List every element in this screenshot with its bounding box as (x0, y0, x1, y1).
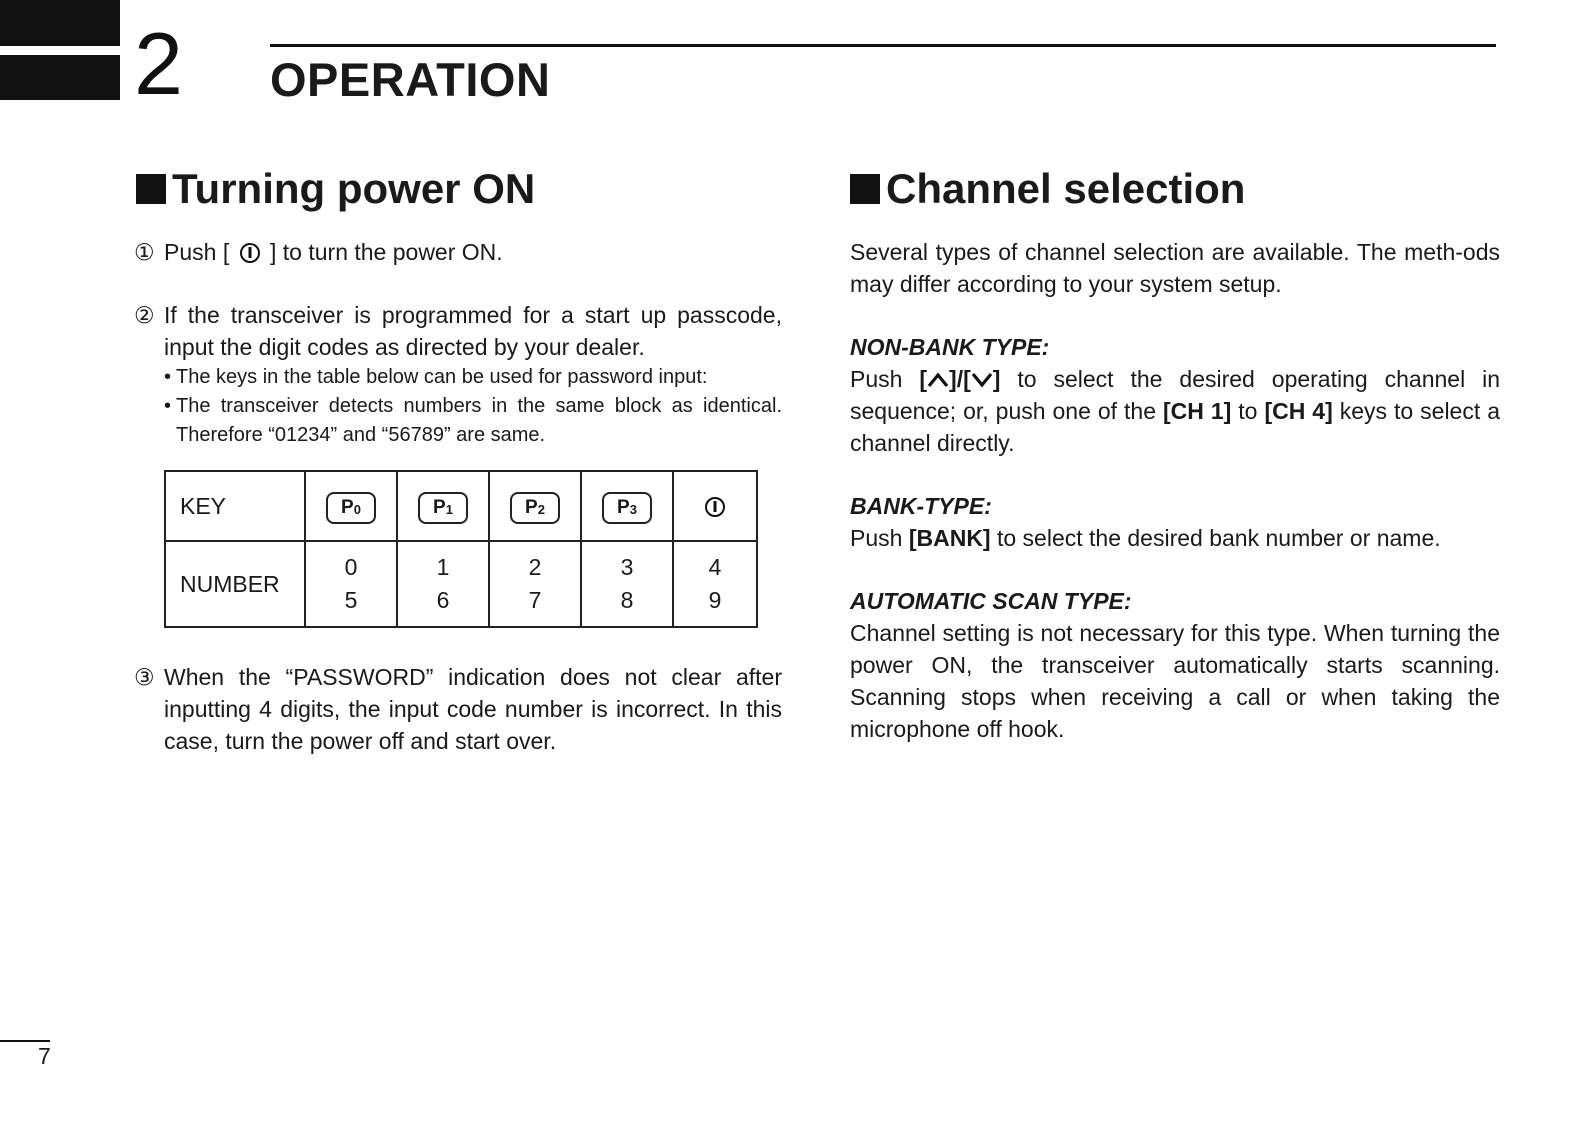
non-bank-text: Push [ ]/[ ] to select the desired operating channel in sequence; or, push one of the [CH 1] to [CH 4] keys to select a channel directly. (850, 366, 1501, 456)
table-cell-number: 3 8 (581, 541, 673, 627)
section-square-icon (136, 174, 166, 204)
chapter-title: OPERATION (270, 53, 551, 106)
table-cell-key-p3 (581, 471, 673, 541)
table-cell-key-power (673, 471, 757, 541)
bank-key-label: [BANK] (908, 525, 991, 551)
bank-text: Push [BANK] to select the desired bank number or name. (850, 525, 1441, 551)
channel-intro: Several types of channel selection are available. The meth-ods may differ according to your system setup. (850, 239, 1500, 297)
password-key-table (164, 470, 758, 628)
power-icon (240, 243, 260, 263)
table-header-key: KEY (165, 471, 305, 541)
section-title-turning-power-on (136, 165, 536, 212)
step-2 (134, 299, 782, 450)
step-3 (134, 661, 782, 757)
auto-scan-text: Channel setting is not necessary for this type. When turning the power ON, the transceiver automatically starts scanning. Scanning stops when receiving a call or when taking the microphone off hook. (850, 620, 1500, 742)
step-2-text: If the transceiver is programmed for a start up passcode, input the digit codes as directed by your dealer. (164, 302, 782, 360)
section-title-text: Turning power ON (172, 165, 536, 212)
bullet-item: • The transceiver detects numbers in the same block as identical. Therefore “01234” and “56789” are same. (164, 392, 782, 450)
power-icon (705, 497, 725, 517)
step-marker: ② (134, 302, 155, 328)
table-row-number (165, 541, 757, 627)
step-1 (134, 236, 782, 268)
step-1-text-post: ] to turn the power ON. (270, 239, 503, 265)
step-2-bullets (164, 363, 782, 450)
p0-key-icon: $P_0$ (326, 492, 376, 524)
section-title-text: Channel selection (886, 165, 1246, 212)
table-cell-number: 4 9 (673, 541, 757, 627)
footer-rule (0, 1040, 50, 1042)
table-header-number: NUMBER (165, 541, 305, 627)
left-column (134, 236, 782, 757)
page-number: 7 (38, 1043, 51, 1069)
down-arrow-icon (971, 372, 993, 388)
header-rule (270, 44, 1496, 47)
p2-key-icon: $P_2$ (510, 492, 560, 524)
table-cell-number: 0 5 (305, 541, 397, 627)
chapter-number: 2 (134, 14, 183, 113)
ch4-key-label: [CH 4] (1264, 398, 1333, 424)
step-marker: ① (134, 239, 155, 265)
p1-key-icon: $P_1$ (418, 492, 468, 524)
section-title-channel-selection (850, 165, 1246, 212)
table-cell-number: 2 7 (489, 541, 581, 627)
step-3-text: When the “PASSWORD” indication does not clear after inputting 4 digits, the input code number is incorrect. In this case, turn the power off and start over. (164, 664, 782, 754)
ch1-key-label: [CH 1] (1162, 398, 1232, 424)
step-1-text-pre: Push [ (164, 239, 230, 265)
chapter-tab-bar-top (0, 0, 120, 46)
table-cell-key-p0 (305, 471, 397, 541)
up-arrow-icon (927, 372, 949, 388)
step-marker: ③ (134, 664, 155, 690)
right-column (850, 236, 1500, 745)
section-square-icon (850, 174, 880, 204)
table-cell-number: 1 6 (397, 541, 489, 627)
auto-scan-heading: AUTOMATIC SCAN TYPE: (850, 588, 1132, 614)
p3-key-icon: $P_3$ (602, 492, 652, 524)
table-cell-key-p1 (397, 471, 489, 541)
table-row-key (165, 471, 757, 541)
non-bank-heading: NON-BANK TYPE: (850, 334, 1050, 360)
bank-heading: BANK-TYPE: (850, 493, 992, 519)
chapter-tab-bar-bottom (0, 55, 120, 100)
table-cell-key-p2 (489, 471, 581, 541)
bullet-item: • The keys in the table below can be used for password input: (164, 363, 782, 392)
